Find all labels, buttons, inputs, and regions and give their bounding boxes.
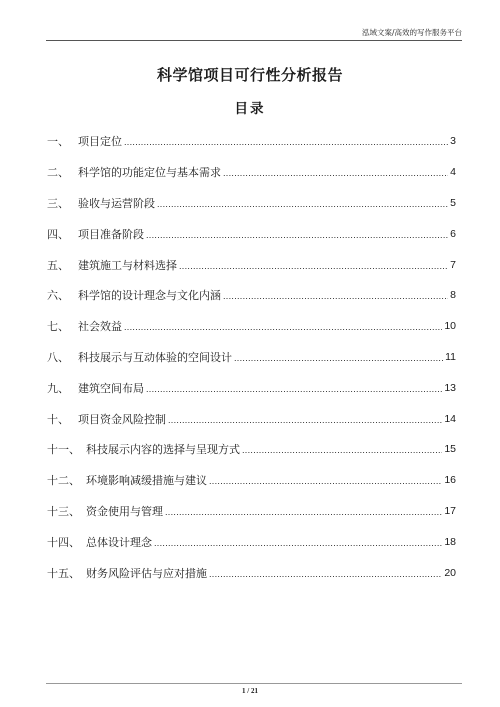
toc-dot-leader bbox=[124, 322, 442, 332]
toc-dot-leader bbox=[179, 261, 448, 271]
toc-entry-page: 4 bbox=[450, 166, 456, 179]
page-number: 1 / 21 bbox=[242, 687, 258, 695]
toc-dot-leader bbox=[154, 538, 442, 548]
header-divider bbox=[46, 40, 462, 41]
toc-entry-page: 14 bbox=[444, 412, 456, 425]
toc-entry-page: 15 bbox=[444, 443, 456, 456]
toc-entry[interactable] bbox=[47, 157, 456, 188]
toc-entry-label: 科学馆的设计理念与文化内涵 bbox=[78, 289, 221, 303]
toc-entry-label: 资金使用与管理 bbox=[86, 504, 163, 518]
toc-entry[interactable] bbox=[47, 526, 456, 557]
toc-entry-page: 13 bbox=[444, 381, 456, 394]
toc-entry[interactable] bbox=[47, 126, 456, 157]
toc-entry-label: 项目准备阶段 bbox=[78, 227, 144, 241]
toc-entry[interactable] bbox=[47, 280, 456, 311]
toc-dot-leader bbox=[209, 476, 442, 486]
toc-dot-leader bbox=[124, 137, 448, 147]
toc-entry-page: 5 bbox=[450, 196, 456, 209]
toc-entry-label: 环境影响减缓措施与建议 bbox=[86, 474, 207, 488]
toc-entry-label: 项目定位 bbox=[78, 135, 122, 149]
toc-entry-number: 九、 bbox=[47, 381, 69, 395]
toc-dot-leader bbox=[242, 445, 442, 455]
toc-entry-page: 20 bbox=[444, 566, 456, 579]
toc-entry-label: 社会效益 bbox=[78, 320, 122, 334]
toc-entry-number: 七、 bbox=[47, 320, 69, 334]
toc-entry-label: 财务风险评估与应对措施 bbox=[86, 566, 207, 580]
header-text: 泓域文案/高效的写作服务平台 bbox=[361, 28, 462, 37]
toc-entry-page: 17 bbox=[444, 504, 456, 517]
toc-entry-label: 验收与运营阶段 bbox=[78, 196, 155, 210]
toc-dot-leader bbox=[223, 168, 448, 178]
toc-entry-label: 建筑空间布局 bbox=[78, 381, 144, 395]
toc-entry[interactable] bbox=[47, 434, 456, 465]
toc-entry-label: 项目资金风险控制 bbox=[78, 412, 166, 426]
toc-entry-label: 总体设计理念 bbox=[86, 535, 152, 549]
toc-entry-number: 十一、 bbox=[47, 443, 80, 457]
toc-entry-number: 八、 bbox=[47, 350, 69, 364]
toc-heading: 目录 bbox=[234, 101, 266, 117]
toc-entry[interactable] bbox=[47, 372, 456, 403]
footer-divider bbox=[46, 683, 462, 684]
toc-entry-page: 10 bbox=[444, 320, 456, 333]
toc-entry-number: 十五、 bbox=[47, 566, 80, 580]
toc-entry-label: 科学馆的功能定位与基本需求 bbox=[78, 166, 221, 180]
toc-entry-page: 7 bbox=[450, 258, 456, 271]
toc-entry-number: 十三、 bbox=[47, 504, 80, 518]
toc-entry-number: 六、 bbox=[47, 289, 69, 303]
toc-entry-page: 18 bbox=[444, 535, 456, 548]
toc-entry-label: 科技展示内容的选择与呈现方式 bbox=[86, 443, 240, 457]
toc-entry-number: 五、 bbox=[47, 258, 69, 272]
toc-entry-number: 十四、 bbox=[47, 535, 80, 549]
toc-entry[interactable] bbox=[47, 403, 456, 434]
toc-dot-leader bbox=[209, 569, 442, 579]
document-title: 科学馆项目可行性分析报告 bbox=[156, 66, 343, 84]
toc-entry-number: 十二、 bbox=[47, 474, 80, 488]
toc-entry-number: 三、 bbox=[47, 196, 69, 210]
toc-entry-number: 一、 bbox=[47, 135, 69, 149]
toc-entry[interactable] bbox=[47, 249, 456, 280]
toc-entry-page: 6 bbox=[450, 227, 456, 240]
toc-dot-leader bbox=[234, 353, 443, 363]
table-of-contents bbox=[47, 126, 456, 588]
toc-entry-page: 8 bbox=[450, 289, 456, 302]
toc-dot-leader bbox=[157, 199, 448, 209]
toc-entry[interactable] bbox=[47, 496, 456, 527]
toc-entry[interactable] bbox=[47, 218, 456, 249]
toc-dot-leader bbox=[223, 291, 448, 301]
toc-dot-leader bbox=[146, 230, 448, 240]
toc-entry-number: 四、 bbox=[47, 227, 69, 241]
toc-entry-page: 3 bbox=[450, 135, 456, 148]
toc-entry[interactable] bbox=[47, 311, 456, 342]
toc-entry[interactable] bbox=[47, 188, 456, 219]
toc-entry[interactable] bbox=[47, 342, 456, 373]
toc-entry-number: 十、 bbox=[47, 412, 69, 426]
toc-dot-leader bbox=[165, 507, 442, 517]
toc-entry[interactable] bbox=[47, 557, 456, 588]
toc-entry-page: 16 bbox=[444, 474, 456, 487]
toc-entry-label: 建筑施工与材料选择 bbox=[78, 258, 177, 272]
toc-entry[interactable] bbox=[47, 465, 456, 496]
toc-dot-leader bbox=[168, 415, 442, 425]
toc-dot-leader bbox=[146, 384, 442, 394]
toc-entry-number: 二、 bbox=[47, 166, 69, 180]
toc-entry-label: 科技展示与互动体验的空间设计 bbox=[78, 350, 232, 364]
toc-entry-page: 11 bbox=[445, 350, 456, 363]
